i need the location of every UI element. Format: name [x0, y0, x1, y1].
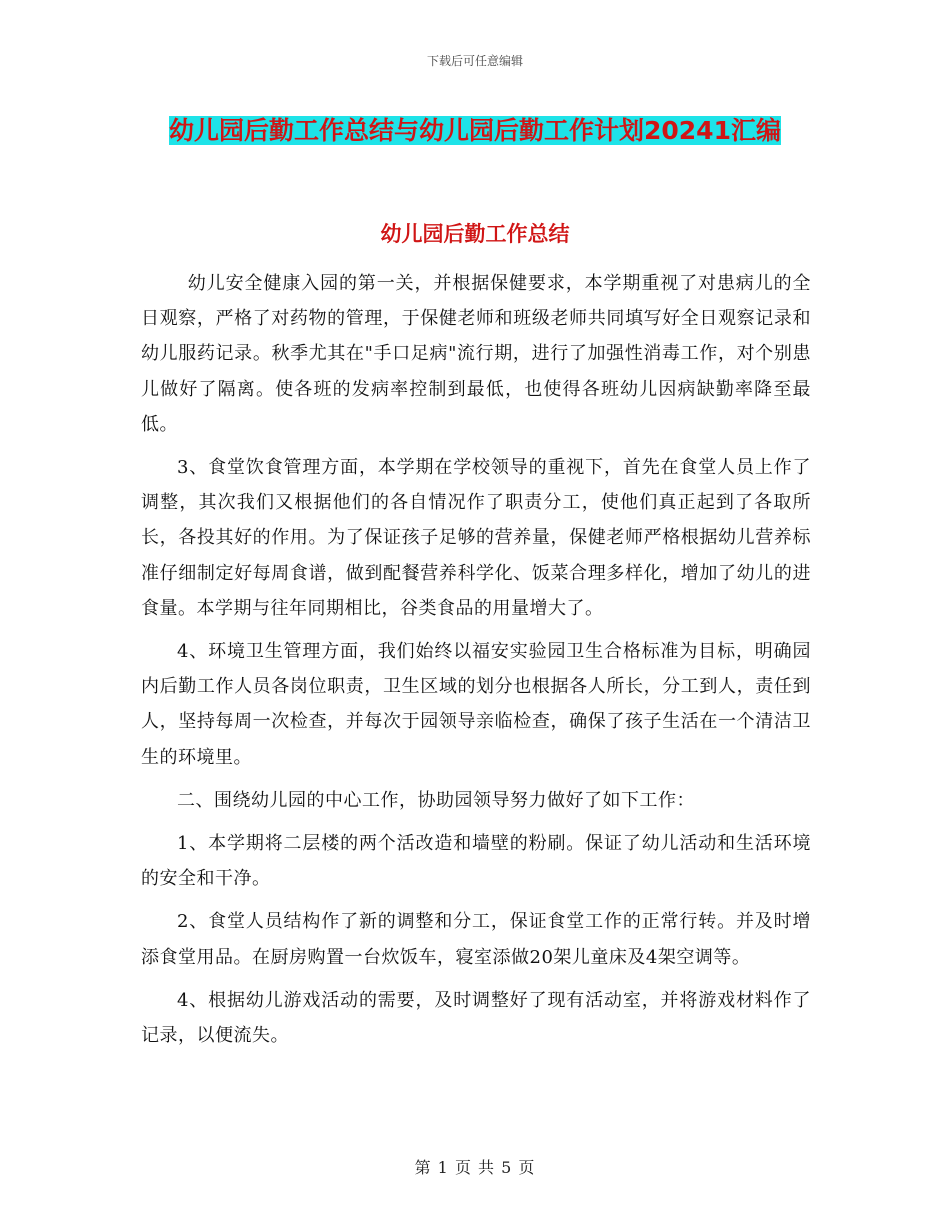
paragraph: 3、食堂饮食管理方面，本学期在学校领导的重视下，首先在食堂人员上作了调整，其次我们又根据他们的各自情况作了职责分工，使他们真正起到了各取所长，各投其好的作用。为了保证孩子足够的营养量，保健老师严格根据幼儿营养标准仔细制定好每周食谱，做到配餐营养科学化、饭菜合理多样化，增加了幼儿的进食量。本学期与往年同期相比，谷类食品的用量增大了。 — [141, 457, 811, 619]
section-title: 幼儿园后勤工作总结 — [380, 222, 570, 246]
paragraph: 4、环境卫生管理方面，我们始终以福安实验园卫生合格标准为目标，明确园内后勤工作人员各岗位职责，卫生区域的划分也根据各人所长，分工到人，责任到人，坚持每周一次检查，并每次于园领导亲临检查，确保了孩子生活在一个清洁卫生的环境里。 — [141, 641, 811, 768]
document-title-text: 幼儿园后勤工作总结与幼儿园后勤工作计划20241汇编 — [169, 116, 781, 145]
page-header-note: 下载后可任意编辑 — [426, 54, 523, 68]
paragraph: 幼儿安全健康入园的第一关，并根据保健要求，本学期重视了对患病儿的全日观察，严格了对药物的管理，于保健老师和班级老师共同填写好全日观察记录和幼儿服药记录。秋季尤其在"手口足病"流行期，进行了加强性消毒工作，对个别患儿做好了隔离。使各班的发病率控制到最低，也使得各班幼儿因病缺勤率降至最低。 — [141, 273, 811, 435]
paragraph: 二、围绕幼儿园的中心工作，协助园领导努力做好了如下工作： — [177, 789, 695, 811]
document-title — [140, 108, 810, 154]
paragraph: 2、食堂人员结构作了新的调整和分工，保证食堂工作的正常行转。并及时增添食堂用品。在厨房购置一台炊饭车，寝室添做20架儿童床及4架空调等。 — [141, 911, 811, 968]
paragraph: 1、本学期将二层楼的两个活改造和墙壁的粉刷。保证了幼儿活动和生活环境的安全和干净。 — [141, 833, 811, 890]
page-number-footer: 第 1 页 共 5 页 — [414, 1158, 536, 1177]
document-body — [141, 266, 811, 1061]
paragraph: 4、根据幼儿游戏活动的需要，及时调整好了现有活动室，并将游戏材料作了记录，以便流失。 — [141, 989, 811, 1047]
